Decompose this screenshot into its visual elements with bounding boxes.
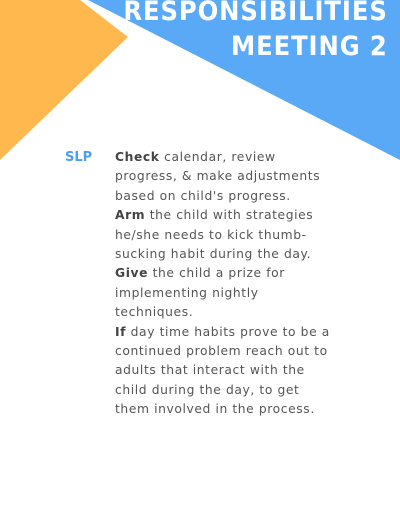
orange-triangle — [0, 0, 128, 160]
task-keyword: Check — [115, 150, 160, 164]
task-text: calendar, review progress, & make adjustments based on child's progress. — [115, 150, 321, 203]
task-item — [115, 148, 330, 206]
task-list — [115, 148, 330, 420]
task-item — [115, 323, 330, 420]
task-keyword: Give — [115, 266, 149, 281]
task-keyword: Arm — [115, 208, 146, 223]
task-text: day time habits prove to be a continued problem reach out to adults that interact with the child during the day, to get them involved in the process. — [115, 324, 330, 417]
task-item — [115, 206, 330, 264]
title-line-1: RESPONSIBILITIES — [123, 0, 388, 27]
task-text: the child a prize for implementing nightly techniques. — [115, 266, 285, 320]
task-item — [115, 264, 330, 322]
task-text: the child with strategies he/she needs to kick thumb-sucking habit during the day. — [115, 208, 314, 262]
role-label: SLP — [65, 150, 93, 165]
title-line-2: MEETING 2 — [231, 31, 388, 62]
page-title — [124, 0, 388, 64]
task-keyword: If — [115, 324, 127, 339]
